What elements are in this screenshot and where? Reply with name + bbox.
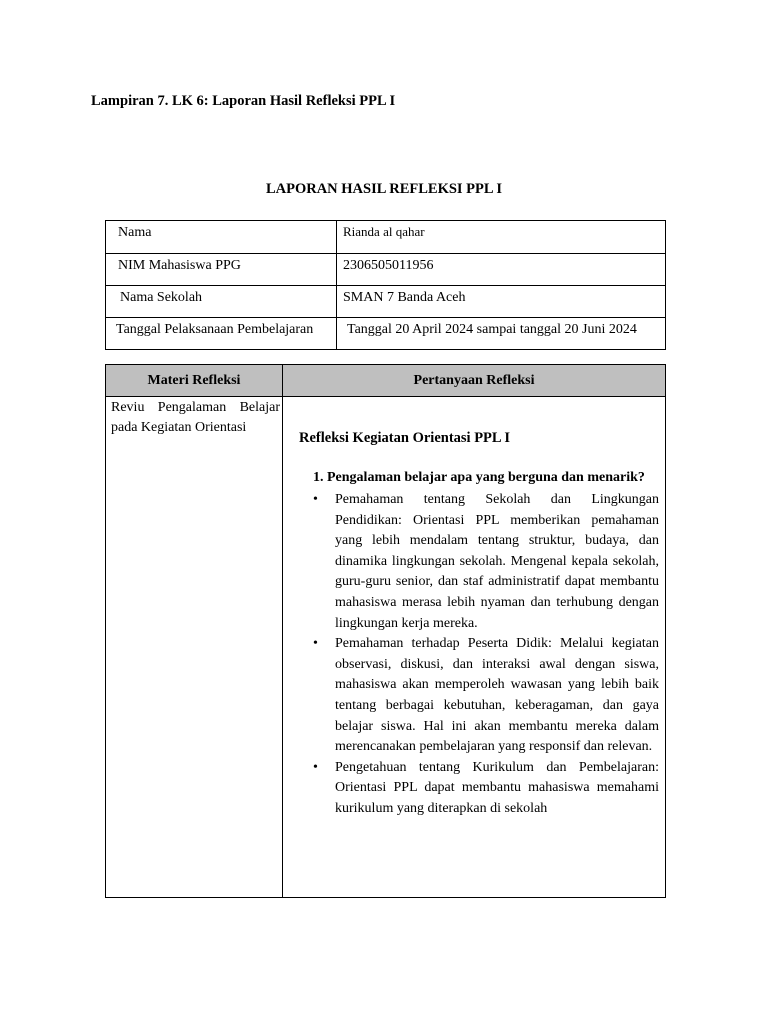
identity-table xyxy=(105,220,666,350)
identity-label-nim: NIM Mahasiswa PPG xyxy=(118,258,241,273)
bullet-icon: • xyxy=(313,759,318,775)
identity-row-school xyxy=(106,286,666,318)
identity-value-name: Rianda al qahar xyxy=(343,224,425,239)
bullet-text: Pemahaman terhadap Peserta Didik: Melalui kegiatan observasi, diskusi, dan interaksi awal dengan siswa, mahasiswa akan memperoleh wawasan yang lebih baik tentang berbagai kebutuhan, keberagaman, dan gaya belajar siswa. Hal ini akan membantu mereka dalam merencanakan pembelajaran yang responsif dan relevan. xyxy=(335,636,659,755)
identity-row-nim xyxy=(106,254,666,286)
identity-value-date: Tanggal 20 April 2024 sampai tanggal 20 Juni 2024 xyxy=(347,322,637,337)
bullet-icon: • xyxy=(313,492,318,507)
materi-text: Reviu Pengalaman Belajar pada Kegiatan Orientasi xyxy=(111,400,280,435)
identity-value-nim: 2306505011956 xyxy=(343,258,434,273)
list-item xyxy=(299,490,659,634)
header-materi: Materi Refleksi xyxy=(106,365,283,397)
bullet-list xyxy=(299,490,659,820)
bullet-icon: • xyxy=(313,636,318,652)
list-item xyxy=(299,758,659,820)
identity-label-school: Nama Sekolah xyxy=(120,290,203,305)
report-title: LAPORAN HASIL REFLEKSI PPL I xyxy=(265,181,503,197)
reflection-row xyxy=(106,397,666,898)
question-1: 1. Pengalaman belajar apa yang berguna dan menarik? xyxy=(313,470,645,485)
reflection-content xyxy=(283,397,665,820)
identity-label-date: Tanggal Pelaksanaan Pembelajaran xyxy=(116,322,314,337)
reflection-table xyxy=(105,364,666,898)
header-pertanyaan: Pertanyaan Refleksi xyxy=(283,365,666,397)
identity-row-date xyxy=(106,318,666,350)
identity-row-name xyxy=(106,221,666,254)
bullet-text: Pemahaman tentang Sekolah dan Lingkungan Pendidikan: Orientasi PPL memberikan pemahaman yang lebih mendalam tentang struktur, budaya, dan dinamika lingkungan sekolah. Mengenal kepala sekolah, guru-guru senior, dan staf administratif dapat membantu mahasiswa merasa lebih nyaman dan terhubung dengan lingkungan kerja mereka. xyxy=(335,492,659,631)
section-title: Refleksi Kegiatan Orientasi PPL I xyxy=(299,430,511,446)
identity-label-name: Nama xyxy=(118,225,152,240)
identity-value-school: SMAN 7 Banda Aceh xyxy=(343,290,466,305)
reflection-header-row xyxy=(106,365,666,397)
appendix-title: Lampiran 7. LK 6: Laporan Hasil Refleksi PPL I xyxy=(91,93,396,109)
list-item xyxy=(299,634,659,758)
bullet-text: Pengetahuan tentang Kurikulum dan Pembelajaran: Orientasi PPL dapat membantu mahasiswa memahami kurikulum yang diterapkan di sekolah xyxy=(335,759,659,816)
